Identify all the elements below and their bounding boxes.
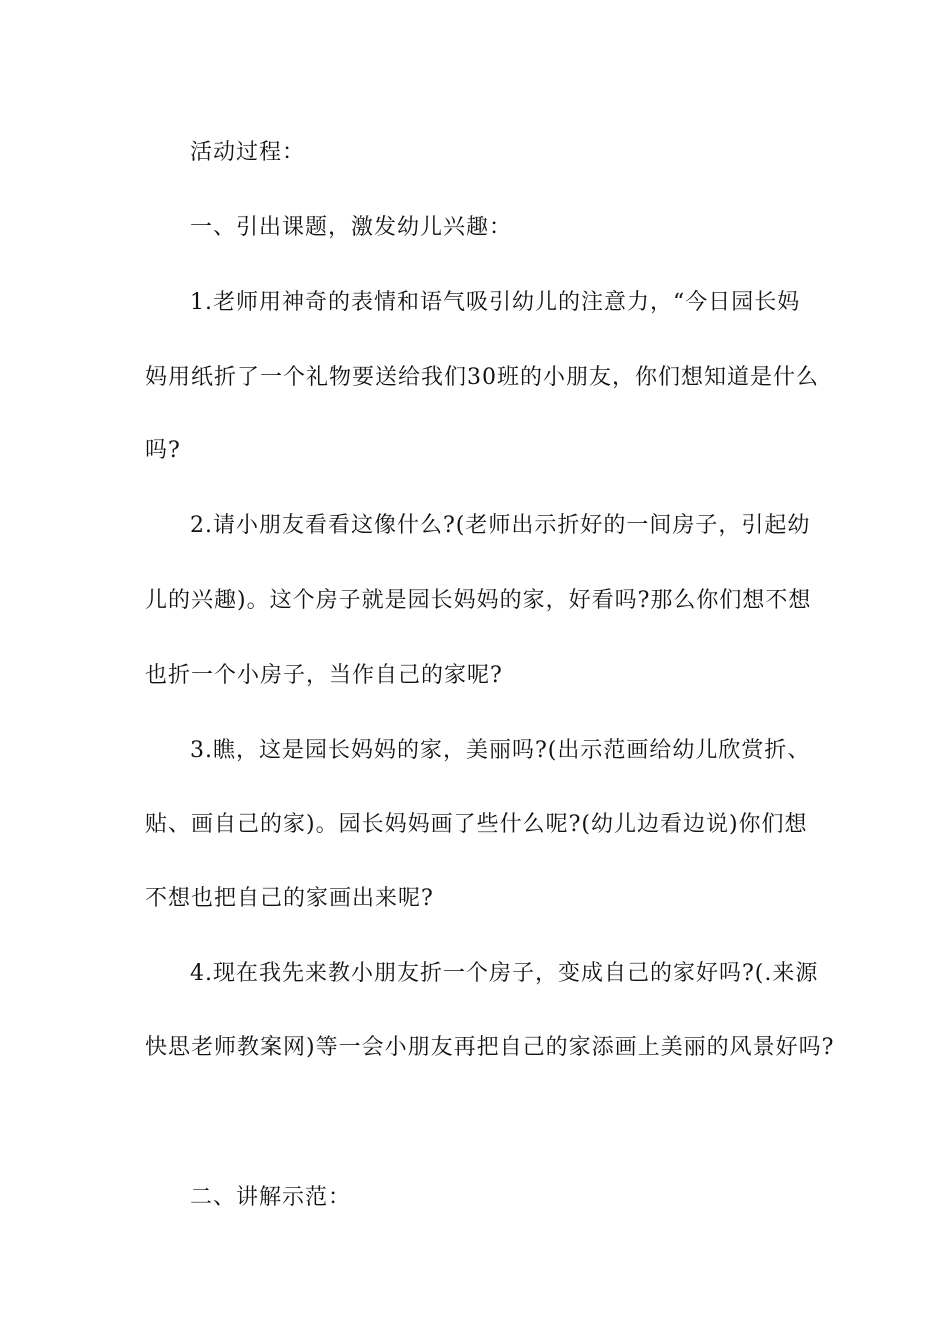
paragraph-1-line-1: 1.老师用神奇的表情和语气吸引幼儿的注意力，“今日园长妈: [190, 290, 801, 315]
paragraph-3-line-1: 3.瞧，这是园长妈妈的家，美丽吗?(出示范画给幼儿欣赏折、: [190, 738, 811, 763]
section-2-title: 二、讲解示范：: [190, 1185, 352, 1210]
paragraph-2-line-3: 也折一个小房子，当作自己的家呢?: [145, 663, 503, 688]
paragraph-1-line-3: 吗?: [145, 438, 181, 463]
paragraph-4-line-2: 快思老师教案网)等一会小朋友再把自己的家添画上美丽的风景好吗?: [145, 1035, 835, 1060]
paragraph-4-line-1: 4.现在我先来教小朋友折一个房子，变成自己的家好吗?(.来源: [190, 961, 819, 986]
paragraph-3-line-2: 贴、画自己的家)。园长妈妈画了些什么呢?(幼儿边看边说)你们想: [145, 812, 808, 837]
paragraph-2-line-2: 儿的兴趣)。这个房子就是园长妈妈的家，好看吗?那么你们想不想: [145, 588, 812, 613]
section-1-title: 一、引出课题，激发幼儿兴趣：: [190, 215, 513, 240]
paragraph-2-line-1: 2.请小朋友看看这像什么?(老师出示折好的一间房子，引起幼: [190, 513, 811, 538]
paragraph-3-line-3: 不想也把自己的家画出来呢?: [145, 886, 434, 911]
paragraph-1-line-2: 妈用纸折了一个礼物要送给我们30班的小朋友，你们想知道是什么: [145, 365, 819, 390]
activity-process-heading: 活动过程：: [190, 140, 306, 165]
